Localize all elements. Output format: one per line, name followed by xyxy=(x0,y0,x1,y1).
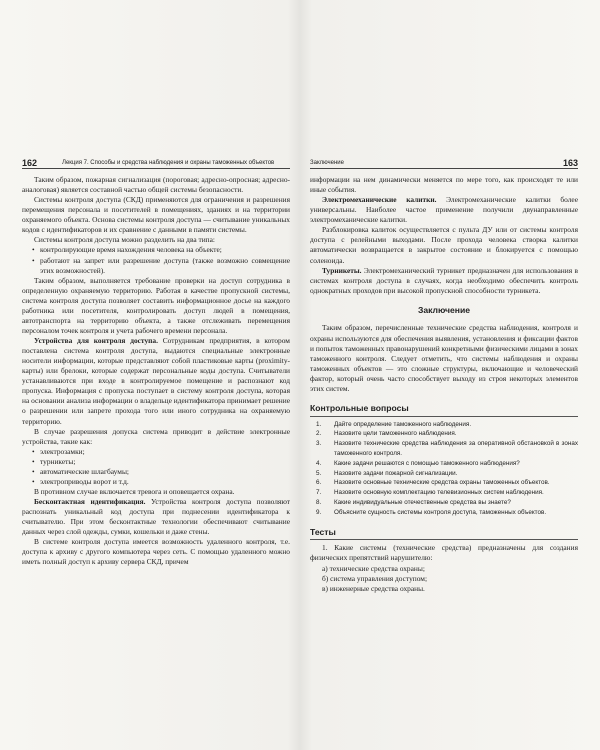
question-text: Какие задачи решаются с помощью таможенного наблюдения? xyxy=(334,459,520,467)
question-item xyxy=(310,488,578,498)
right-page-number: 163 xyxy=(562,158,578,168)
left-page xyxy=(22,157,290,567)
paragraph xyxy=(310,195,578,225)
option-text: система управления доступом; xyxy=(330,573,428,583)
inline-heading: Электромеханические калитки. xyxy=(322,195,437,205)
inline-heading: Бесконтактная идентификация. xyxy=(34,497,146,506)
paragraph: В системе контроля доступа имеется возможность удаленного контроля, т.е. доступа к архиву с другого компьютера через сеть. С помощью удаленного можно иметь полный доступ к архиву сервера СКД, причем xyxy=(22,537,290,567)
option-text: технические средства охраны; xyxy=(329,563,425,573)
question-text: Объясните сущность системы контроля доступа, таможенных объектов. xyxy=(334,508,547,516)
question-text: Дайте определение таможенного наблюдения. xyxy=(334,420,472,428)
list-item: • электрозамки; xyxy=(40,447,290,457)
paragraph-text: Электромеханические калитки более универсальны. Наиболее частое применение получили двунаправленные электромеханические калитки. xyxy=(310,195,578,225)
conclusion-paragraph: Таким образом, перечисленные технические средства наблюдения, контроля и охраны используются для обеспечения выявления, установления и фиксации фактов и попыток таможенных правонарушений конкретными физическими лицами в зонах таможенного контроля. Следует отметить, что системы наблюдения и охраны таможенных объектов — это сложные структуры, включающие и человеческий фактор, который очень часто способствует выходу из строя некоторых элементов этих систем. xyxy=(310,323,578,393)
question-number: 5. xyxy=(316,469,322,477)
question-text: Какие индивидуальные отечественные средства вы знаете? xyxy=(334,499,511,507)
paragraph xyxy=(22,336,290,427)
question-number: 2. xyxy=(316,430,322,438)
question-number: 6. xyxy=(316,479,322,487)
paragraph-text: Электромеханический турникет предназначен для использования в системах контроля доступа в случаях, когда необходимо обеспечить контроль однократных проходов при высокой пропускной способности турникета. xyxy=(310,265,578,295)
paragraph: Системы контроля доступа (СКД) применяются для ограничения и разрешения перемещения персонала и посетителей в помещениях, зданиях и на территории охраняемого объекта. Основа системы контроля доступа — считывание уникальных кодов с идентификаторов и их сравнение с данными в памяти системы. xyxy=(22,195,290,235)
paragraph-text: Устройства контроля доступа позволяют распознать уникальный код доступа при поднесении идентификатора к считывателю. При этом бесконтактные технологии обеспечивают считывание данных через слой одежды, сумки, кошельки и даже стены. xyxy=(22,497,290,537)
right-page xyxy=(310,157,578,594)
bullet-list xyxy=(22,447,290,487)
list-item: • турникеты; xyxy=(40,457,290,467)
test-option xyxy=(322,574,578,584)
paragraph: Таким образом, выполняется требование проверки на доступ сотрудника в определенную охраняемую территорию. Работая в качестве пропускной системы, система контроля доступа позволяет составить информационное досье на каждого работника или посетителя, контролировать доступ людей в помещения, автотранспорта на территорию объекта, а также отслеживать перемещения персоналом точек контроля и учета рабочего времени персонала. xyxy=(22,275,290,335)
question-number: 3. xyxy=(316,440,322,448)
question-text: Назовите технические средства наблюдения за оперативной обстановкой в зонах таможенного контроля. xyxy=(334,440,578,457)
option-letter: б) xyxy=(322,573,329,583)
inline-heading: Устройства для контроля доступа. xyxy=(34,336,158,345)
paragraph: В противном случае включается тревога и оповещается охрана. xyxy=(34,486,235,496)
right-header-text: Заключение xyxy=(310,159,344,166)
option-letter: в) xyxy=(322,583,328,593)
question-item xyxy=(310,459,578,469)
tests-title: Тесты xyxy=(310,527,578,541)
question-number: 9. xyxy=(316,508,322,516)
paragraph xyxy=(22,497,290,537)
question-number: 7. xyxy=(316,489,322,497)
questions-title: Контрольные вопросы xyxy=(310,403,578,417)
question-text: Назовите цели таможенного наблюдения. xyxy=(334,430,457,438)
paragraph: Разблокировка калиток осуществляется с пульта ДУ или от системы контроля доступа с релейными выходами. После прохода человека створка калитки автоматически возвращается в закрытое состояние и блокируется с помощью соленоида. xyxy=(310,225,578,265)
right-running-header xyxy=(310,157,578,169)
question-number: 1. xyxy=(316,420,322,428)
question-item xyxy=(310,508,578,518)
list-item: • контролирующие время нахождения человека на объекте; xyxy=(40,245,290,255)
list-item: • автоматические шлагбаумы; xyxy=(40,467,290,477)
paragraph: В случае разрешения допуска система приводит в действие электронные устройства, такие как: xyxy=(22,426,290,446)
test-option xyxy=(322,584,578,594)
question-item xyxy=(310,429,578,439)
question-text: Назовите основную комплектацию телевизионных систем наблюдения. xyxy=(334,489,544,497)
list-item: • работают на запрет или разрешение доступа (также возможно совмещение этих возможностей). xyxy=(40,256,290,276)
question-text: Назовите основные технические средства охраны таможенных объектов. xyxy=(334,479,550,487)
left-page-number: 162 xyxy=(22,158,38,168)
question-number: 8. xyxy=(316,499,322,507)
bullet-list xyxy=(22,245,290,275)
paragraph: Таким образом, пожарная сигнализация (пороговая; адресно-опросная; адресно-аналоговая) является составной частью общей системы безопасности. xyxy=(22,175,290,195)
question-item xyxy=(310,469,578,479)
test-question: 1. Какие системы (технические средства) предназначены для создания физических препятствий нарушителю: xyxy=(310,543,578,563)
question-text: Назовите задачи пожарной сигнализации. xyxy=(334,469,458,477)
question-item xyxy=(310,439,578,459)
paragraph: информации на нем динамически меняется по мере того, как происходят те или иные события. xyxy=(310,175,578,195)
left-running-header xyxy=(22,157,290,169)
test-option xyxy=(322,564,578,574)
conclusion-title: Заключение xyxy=(417,304,471,315)
paragraph xyxy=(310,266,578,296)
question-number: 4. xyxy=(316,459,322,467)
paragraph: Системы контроля доступа можно разделить на два типа: xyxy=(34,235,215,245)
left-header-text: Лекция 7. Способы и средства наблюдения и охраны таможенных объектов xyxy=(62,159,275,166)
list-item: • электроприводы ворот и т.д. xyxy=(40,477,290,487)
paragraph-text: Сотрудникам предприятия, в котором поставлена система контроля доступа, выдаются специальные электронные носители информации, которые представляют собой пластиковые карты (proximity-карты) или брелоки, которые содержат персональные коды доступа. Считыватели устанавливаются при входе в контролируемое помещение и распознают код пропуска. Информация с пропуска поступает в систему контроля доступа, которая на основании анализа информации о владельце идентификатора принимает решение о разрешении или запрете прохода того или иного сотрудника на охраняемую территорию. xyxy=(22,336,290,426)
option-letter: а) xyxy=(322,563,328,573)
option-text: инженерные средства охраны. xyxy=(329,583,425,593)
inline-heading: Турникеты. xyxy=(322,265,362,275)
test-options xyxy=(310,564,578,594)
questions-list xyxy=(310,420,578,518)
question-item xyxy=(310,498,578,508)
question-item xyxy=(310,478,578,488)
question-item xyxy=(310,420,578,430)
